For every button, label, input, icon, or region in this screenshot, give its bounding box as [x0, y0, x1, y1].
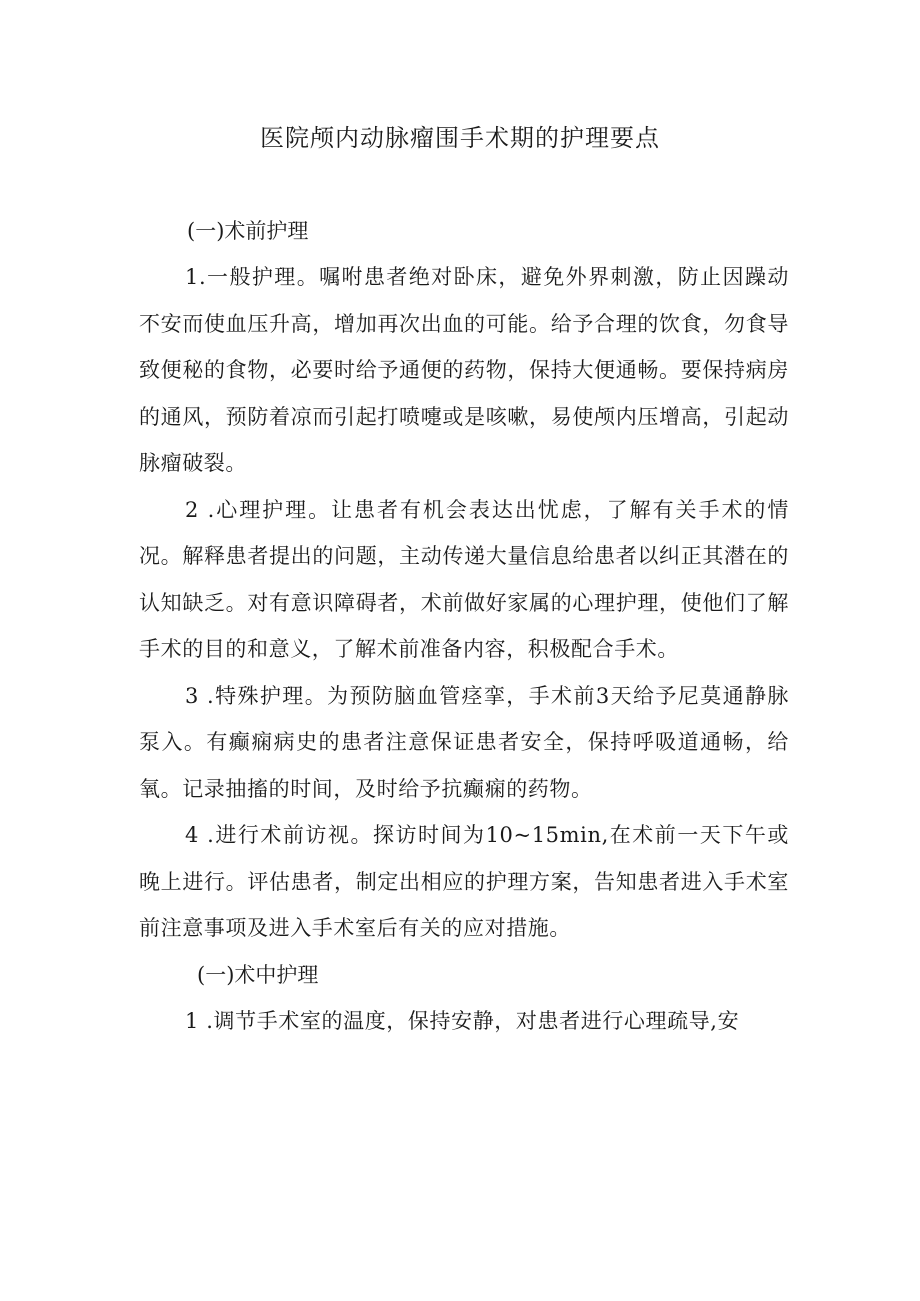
paragraph-room-temperature: 1 .调节手术室的温度，保持安静，对患者进行心理疏导,安 — [185, 1008, 740, 1033]
paragraph-general-care: 1.一般护理。嘱咐患者绝对卧床，避免外界刺激，防止因躁动不安而使血压升高，增加再次出血的可能。给予合理的饮食，勿食导致便秘的食物，必要时给予通便的药物，保持大便通畅。要保持病房的通风，预防着凉而引起打喷嚏或是咳嗽，易使颅内压增高，引起动脉瘤破裂。 — [139, 265, 789, 475]
paragraph-psychological-care: 2 .心理护理。让患者有机会表达出忧虑，了解有关手术的情况。解释患者提出的问题，主动传递大量信息给患者以纠正其潜在的认知缺乏。对有意识障碍者，术前做好家属的心理护理，使他们了解手术的目的和意义，了解术前准备内容，积极配合手术。 — [139, 497, 789, 661]
document-title: 医院颅内动脉瘤围手术期的护理要点 — [260, 124, 660, 152]
section-heading-intraoperative: (一)术中护理 — [197, 962, 319, 987]
paragraph-special-care: 3 .特殊护理。为预防脑血管痉挛，手术前3天给予尼莫通静脉泵入。有癫痫病史的患者注意保证患者安全，保持呼吸道通畅，给氧。记录抽搐的时间，及时给予抗癫痫的药物。 — [139, 683, 789, 801]
paragraph-preoperative-visit: 4 .进行术前访视。探访时间为10~15min,在术前一天下午或晚上进行。评估患者，制定出相应的护理方案，告知患者进入手术室前注意事项及进入手术室后有关的应对措施。 — [139, 823, 789, 940]
document-body — [139, 208, 789, 1044]
section-heading-preoperative: (一)术前护理 — [187, 219, 309, 243]
